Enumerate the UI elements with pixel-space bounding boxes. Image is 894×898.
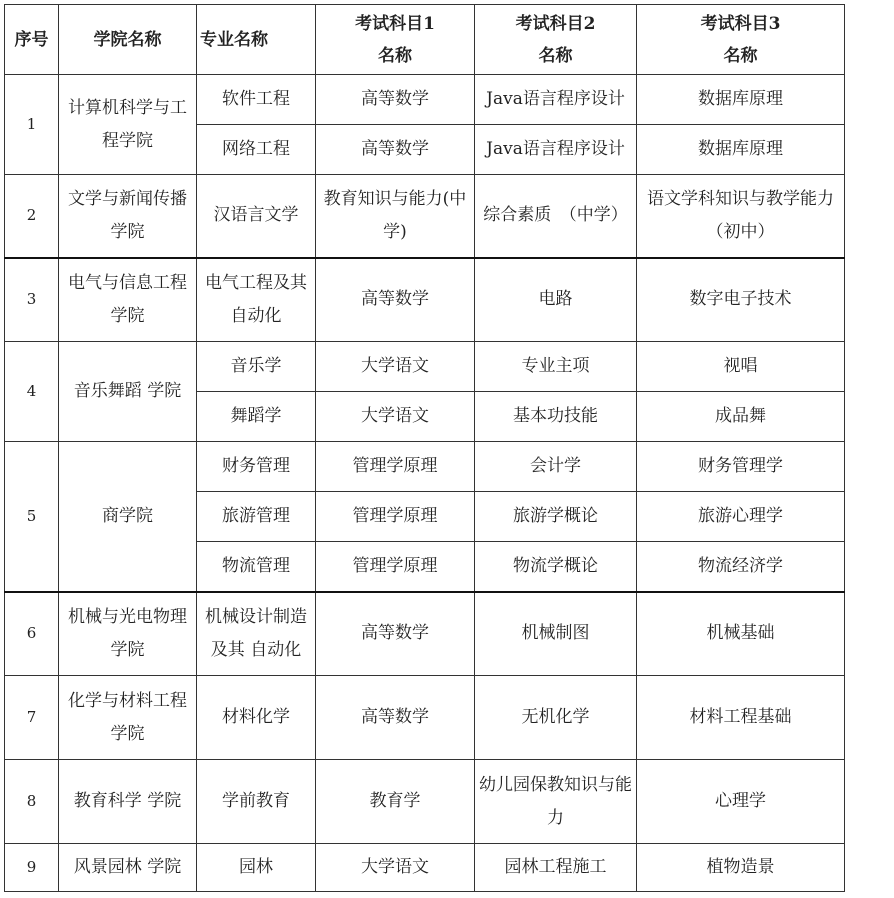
major-cell: 园林 — [197, 844, 316, 892]
subject2-cell: 旅游学概论 — [475, 492, 637, 542]
seq-cell: 7 — [5, 676, 59, 760]
subject2-cell: 机械制图 — [475, 592, 637, 676]
subject2-cell: 电路 — [475, 258, 637, 342]
table-row — [5, 760, 845, 844]
table-row — [5, 75, 845, 125]
header-subject3-line2: 名称 — [723, 45, 758, 66]
seq-cell: 3 — [5, 258, 59, 342]
subject1-cell: 大学语文 — [316, 342, 475, 392]
subject3-cell: 物流经济学 — [637, 542, 845, 592]
subject1-cell: 高等数学 — [316, 592, 475, 676]
subject3-cell: 语文学科知识与教学能力（初中） — [637, 175, 845, 258]
seq-cell: 8 — [5, 760, 59, 844]
subject3-cell: 旅游心理学 — [637, 492, 845, 542]
header-subject2-line1: 考试科目2 — [515, 13, 596, 34]
subject2-cell: 无机化学 — [475, 676, 637, 760]
college-cell: 风景园林 学院 — [59, 844, 197, 892]
subject3-cell: 数据库原理 — [637, 125, 845, 175]
subject2-cell: 会计学 — [475, 442, 637, 492]
header-college: 学院名称 — [59, 5, 197, 75]
header-seq: 序号 — [5, 5, 59, 75]
subject3-cell: 机械基础 — [637, 592, 845, 676]
subject1-cell: 大学语文 — [316, 392, 475, 442]
header-row — [5, 5, 845, 75]
subject1-cell: 管理学原理 — [316, 542, 475, 592]
subject2-cell: Java语言程序设计 — [475, 125, 637, 175]
major-cell: 机械设计制造及其 自动化 — [197, 592, 316, 676]
seq-cell: 5 — [5, 442, 59, 592]
major-cell: 财务管理 — [197, 442, 316, 492]
header-subject2-line2: 名称 — [538, 45, 573, 66]
subject3-cell: 植物造景 — [637, 844, 845, 892]
seq-cell: 1 — [5, 75, 59, 175]
major-cell: 物流管理 — [197, 542, 316, 592]
subject1-cell: 教育学 — [316, 760, 475, 844]
subject2-cell: 物流学概论 — [475, 542, 637, 592]
exam-subjects-table — [4, 4, 845, 892]
subject3-cell: 财务管理学 — [637, 442, 845, 492]
subject1-cell: 教育知识与能力(中学) — [316, 175, 475, 258]
subject3-cell: 成品舞 — [637, 392, 845, 442]
subject2-cell: 园林工程施工 — [475, 844, 637, 892]
seq-cell: 6 — [5, 592, 59, 676]
header-subject1-line2: 名称 — [378, 45, 412, 66]
table-row — [5, 258, 845, 342]
college-cell: 商学院 — [59, 442, 197, 592]
seq-cell: 9 — [5, 844, 59, 892]
major-cell: 舞蹈学 — [197, 392, 316, 442]
table-row — [5, 844, 845, 892]
header-subject1 — [316, 5, 475, 75]
major-cell: 学前教育 — [197, 760, 316, 844]
header-subject1-line1: 考试科目1 — [355, 13, 435, 34]
seq-cell: 4 — [5, 342, 59, 442]
subject3-cell: 心理学 — [637, 760, 845, 844]
subject3-cell: 材料工程基础 — [637, 676, 845, 760]
major-cell: 材料化学 — [197, 676, 316, 760]
subject2-cell: 基本功技能 — [475, 392, 637, 442]
seq-cell: 2 — [5, 175, 59, 258]
table-row — [5, 676, 845, 760]
header-subject3 — [637, 5, 845, 75]
college-cell: 音乐舞蹈 学院 — [59, 342, 197, 442]
subject2-cell: Java语言程序设计 — [475, 75, 637, 125]
table-row — [5, 592, 845, 676]
major-cell: 网络工程 — [197, 125, 316, 175]
table-row — [5, 442, 845, 492]
subject1-cell: 高等数学 — [316, 125, 475, 175]
subject2-cell: 综合素质 （中学） — [475, 175, 637, 258]
college-cell: 化学与材料工程学院 — [59, 676, 197, 760]
major-cell: 汉语言文学 — [197, 175, 316, 258]
subject1-cell: 管理学原理 — [316, 492, 475, 542]
college-cell: 电气与信息工程学院 — [59, 258, 197, 342]
subject1-cell: 大学语文 — [316, 844, 475, 892]
header-subject2 — [475, 5, 637, 75]
subject2-cell: 专业主项 — [475, 342, 637, 392]
major-cell: 旅游管理 — [197, 492, 316, 542]
college-cell: 教育科学 学院 — [59, 760, 197, 844]
table-row — [5, 342, 845, 392]
subject3-cell: 数据库原理 — [637, 75, 845, 125]
subject3-cell: 视唱 — [637, 342, 845, 392]
college-cell: 机械与光电物理学院 — [59, 592, 197, 676]
college-cell: 文学与新闻传播学院 — [59, 175, 197, 258]
subject1-cell: 高等数学 — [316, 676, 475, 760]
major-cell: 软件工程 — [197, 75, 316, 125]
major-cell: 电气工程及其自动化 — [197, 258, 316, 342]
college-cell: 计算机科学与工程学院 — [59, 75, 197, 175]
subject3-cell: 数字电子技术 — [637, 258, 845, 342]
subject1-cell: 高等数学 — [316, 258, 475, 342]
subject1-cell: 高等数学 — [316, 75, 475, 125]
table-row — [5, 175, 845, 258]
major-cell: 音乐学 — [197, 342, 316, 392]
header-major: 专业名称 — [197, 5, 316, 75]
subject2-cell: 幼儿园保教知识与能力 — [475, 760, 637, 844]
subject1-cell: 管理学原理 — [316, 442, 475, 492]
header-subject3-line1: 考试科目3 — [700, 13, 781, 34]
